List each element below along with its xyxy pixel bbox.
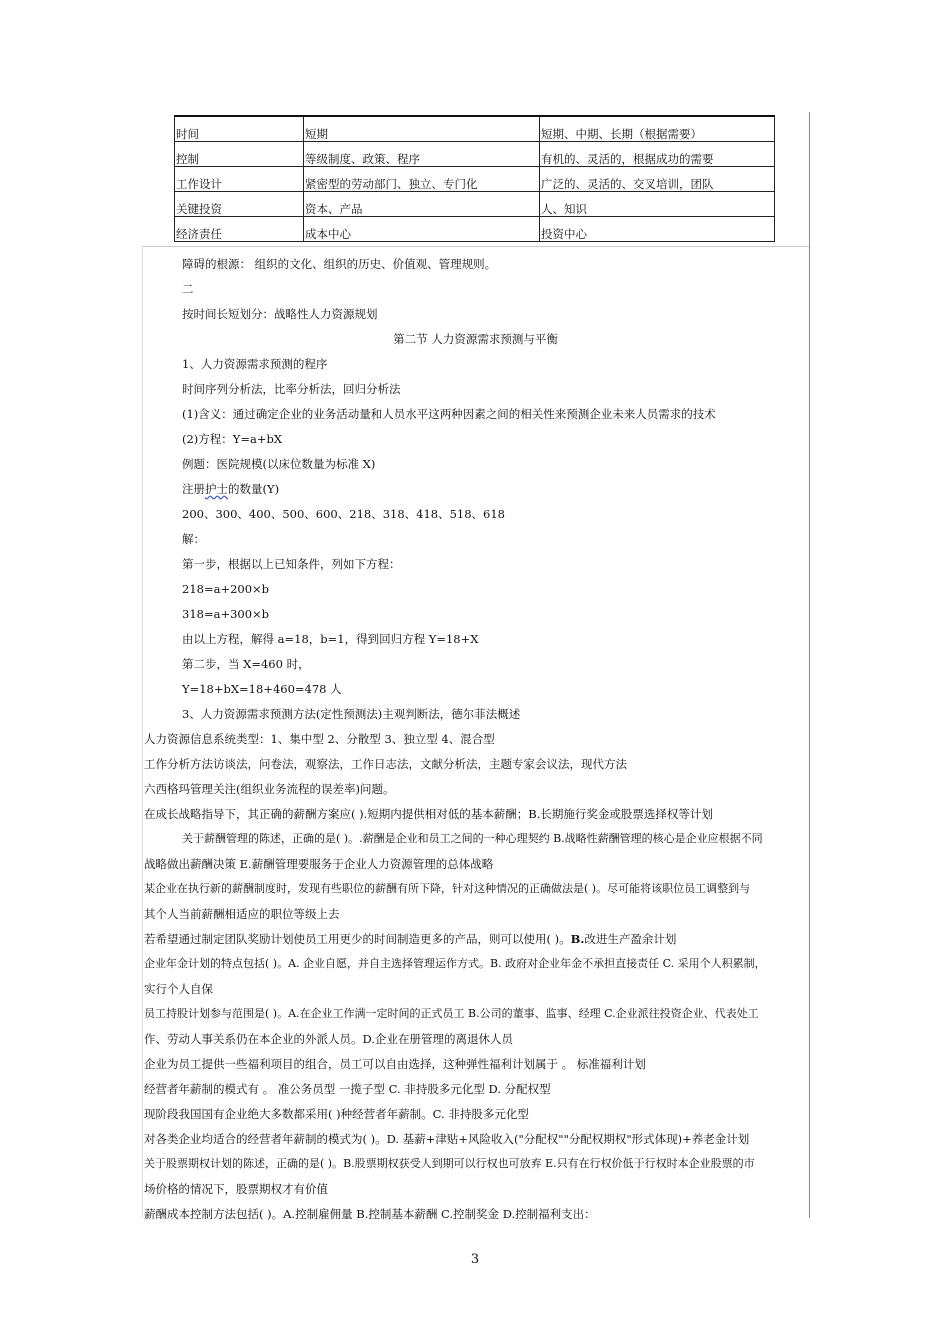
text-line: 时间序列分析法，比率分析法，回归分析法 <box>182 382 401 396</box>
comparison-table <box>174 115 775 242</box>
text-span: 注册 <box>182 482 205 496</box>
text-line: 在成长战略指导下，其正确的薪酬方案应( ).短期内提供相对低的基本薪酬；B.长期施行奖金或股票选择权等计划 <box>144 807 713 821</box>
text-line: 作、劳动人事关系仍在本企业的外派人员。D.企业在册管理的离退休人员 <box>144 1032 513 1046</box>
text-line: 第二步，当 X=460 时， <box>182 657 310 671</box>
table-cell: 资本、产品 <box>304 192 540 217</box>
text-line: 对各类企业均适合的经营者年薪制的模式为( )。D. 基薪+津贴+风险收入("分配权""分配权期权"形式体现)+养老金计划 <box>144 1132 750 1146</box>
text-span-bold: B. <box>570 932 585 946</box>
table-row <box>175 116 775 142</box>
text-line: 企业为员工提供一些福利项目的组合，员工可以自由选择，这种弹性福利计划属于 。 标准福利计划 <box>144 1057 646 1071</box>
text-line: 200、300、400、500、600、218、318、418、518、618 <box>182 507 505 521</box>
table-cell: 紧密型的劳动部门、独立、专门化 <box>304 167 540 192</box>
table-row <box>175 167 775 192</box>
table-cell: 经济责任 <box>175 217 304 242</box>
text-line: 人力资源信息系统类型：1、集中型 2、分散型 3、独立型 4、混合型 <box>144 732 495 746</box>
text-line: 例题：医院规模(以床位数量为标准 X) <box>182 457 376 471</box>
table-cell: 人、知识 <box>540 192 775 217</box>
section-title: 第二节 人力资源需求预测与平衡 <box>393 332 558 346</box>
content-top-rule <box>142 246 809 247</box>
page-number: 3 <box>470 1252 480 1267</box>
table-cell: 工作设计 <box>175 167 304 192</box>
text-line: (1)含义：通过确定企业的业务活动量和人员水平这两种因素之间的相关性来预测企业未来人员需求的技术 <box>182 407 716 421</box>
spellcheck-underlined-word: 护士 <box>205 482 228 496</box>
text-line: (2)方程：Y=a+bX <box>182 432 283 446</box>
text-line: 其个人当前薪酬相适应的职位等级上去 <box>144 907 340 921</box>
right-margin-rule <box>809 112 810 1218</box>
table-cell: 成本中心 <box>304 217 540 242</box>
text-line: 3、人力资源需求预测方法(定性预测法)主观判断法，德尔菲法概述 <box>182 707 521 721</box>
table-cell: 广泛的、灵活的、交叉培训，团队 <box>540 167 775 192</box>
table-row <box>175 192 775 217</box>
text-line <box>182 482 279 496</box>
text-line: Y=18+bX=18+460=478 人 <box>182 682 342 696</box>
text-line: 员工持股计划参与范围是( )。A.在企业工作满一定时间的正式员工 B.公司的董事、监事、经理 C.企业派往投资企业、代表处工 <box>144 1007 759 1020</box>
text-line: 1、人力资源需求预测的程序 <box>182 357 328 371</box>
table-row <box>175 142 775 167</box>
text-line: 经营者年薪制的模式有 。 准公务员型 一揽子型 C. 非持股多元化型 D. 分配权型 <box>144 1082 551 1096</box>
table-cell: 等级制度、政策、程序 <box>304 142 540 167</box>
text-line: 二 <box>182 282 194 296</box>
table-cell: 投资中心 <box>540 217 775 242</box>
text-line: 实行个人自保 <box>144 982 213 996</box>
text-line <box>144 932 676 946</box>
text-line: 战略做出薪酬决策 E.薪酬管理要服务于企业人力资源管理的总体战略 <box>144 857 494 871</box>
text-line: 工作分析方法访谈法，问卷法，观察法，工作日志法，文献分析法，主题专家会议法，现代方法 <box>144 757 627 771</box>
text-line: 障碍的根源： 组织的文化、组织的历史、价值观、管理规则。 <box>182 257 497 271</box>
text-line: 场价格的情况下，股票期权才有价值 <box>144 1182 328 1196</box>
text-span: 若希望通过制定团队奖励计划使员工用更少的时间制造更多的产品，则可以使用( )。 <box>144 932 571 946</box>
table-cell: 短期、中期、长期（根据需要） <box>540 116 775 142</box>
text-span: 的数量(Y) <box>228 482 280 496</box>
text-line: 某企业在执行新的薪酬制度时，发现有些职位的薪酬有所下降，针对这种情况的正确做法是( )。尽可能将该职位员工调整到与 <box>144 882 751 895</box>
left-margin-rule <box>142 246 143 1218</box>
table-cell: 关键投资 <box>175 192 304 217</box>
text-line: 解： <box>182 532 205 546</box>
table-cell: 控制 <box>175 142 304 167</box>
text-line: 关于薪酬管理的陈述，正确的是( )。.薪酬是企业和员工之间的一种心理契约 B.战略性薪酬管理的核心是企业应根据不同 <box>182 832 763 845</box>
text-line: 现阶段我国国有企业绝大多数都采用( )种经营者年薪制。C. 非持股多元化型 <box>144 1107 529 1121</box>
table-cell: 短期 <box>304 116 540 142</box>
text-line: 318=a+300×b <box>182 607 270 621</box>
table-cell: 有机的、灵活的，根据成功的需要 <box>540 142 775 167</box>
text-line: 第一步，根据以上已知条件，列如下方程： <box>182 557 401 571</box>
text-line: 薪酬成本控制方法包括( )。A.控制雇佣量 B.控制基本薪酬 C.控制奖金 D.控制福利支出： <box>144 1207 596 1221</box>
text-line: 218=a+200×b <box>182 582 270 596</box>
text-line: 按时间长短划分：战略性人力资源规划 <box>182 307 378 321</box>
table-cell: 时间 <box>175 116 304 142</box>
text-line: 企业年金计划的特点包括( )。A. 企业自愿，并自主选择管理运作方式。B. 政府对企业年金不承担直接责任 C. 采用个人积累制， <box>144 957 766 970</box>
text-line: 关于股票期权计划的陈述，正确的是( )。B.股票期权获受人到期可以行权也可放弃 E.只有在行权价低于行权时本企业股票的市 <box>144 1157 755 1170</box>
text-line: 六西格玛管理关注(组织业务流程的误差率)问题。 <box>144 782 395 796</box>
table-row <box>175 217 775 242</box>
text-line: 由以上方程，解得 a=18，b=1，得到回归方程 Y=18+X <box>182 632 479 646</box>
text-span: 改进生产盈余计划 <box>584 932 677 946</box>
